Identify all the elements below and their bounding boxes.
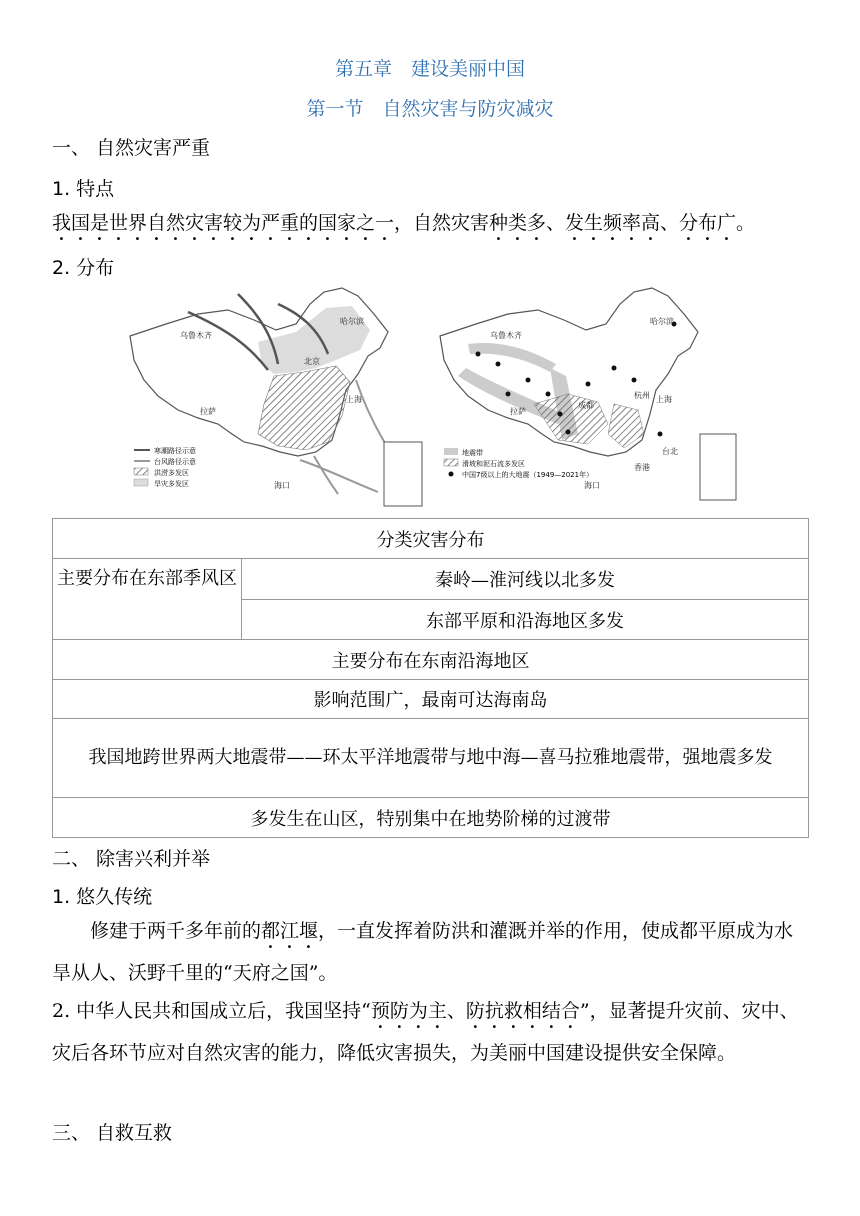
- heading-part1: 一、 自然灾害严重: [52, 137, 211, 159]
- disaster-maps: [128, 284, 748, 514]
- cell-east-monsoon: 主要分布在东部季风区: [53, 559, 242, 640]
- map-legend-right: [444, 448, 593, 479]
- table-row: [53, 680, 809, 719]
- subheading-distribution: 2. 分布: [52, 257, 115, 279]
- text-run: ”，显著提升灾前、灾中、灾后各环节应对自然灾害的能力，降低灾害损失，为美丽中国建设提供安全保障。: [52, 1000, 799, 1064]
- emphasis-prevention: 预防为主、防抗救相结合: [370, 1000, 580, 1022]
- city-label: 拉萨: [200, 407, 216, 416]
- chapter-title: 第五章 建设美丽中国: [334, 58, 525, 80]
- subheading-features: 1. 特点: [52, 178, 115, 200]
- table-cell: 多发生在山区，特别集中在地势阶梯的过渡带: [53, 798, 809, 838]
- emphasis-severe: 我国是世界自然灾害较为严重的国家之一: [52, 212, 395, 234]
- south-sea-inset: [700, 434, 736, 500]
- city-label: 台北: [662, 447, 678, 456]
- legend-typhoon: 台风路径示意: [154, 458, 196, 466]
- typhoon-path: [300, 460, 378, 492]
- paragraph-features: [52, 203, 808, 245]
- city-label: 哈尔滨: [650, 317, 674, 326]
- city-label: 北京: [304, 357, 320, 366]
- table-row: [53, 719, 809, 798]
- south-sea-inset: [384, 442, 422, 506]
- city-label: 海口: [274, 481, 290, 490]
- text-run: 。: [736, 212, 756, 234]
- map-legend-left: [134, 446, 196, 488]
- legend-cold-wave: 寒潮路径示意: [154, 447, 196, 455]
- table-cell: 东部平原和沿海地区多发: [242, 600, 809, 640]
- text-run: ，一直发挥着防洪和灌溉并举的作用，使成都平原成为水旱从人、沃野千里的“天府之国”。: [52, 920, 794, 984]
- city-label: 乌鲁木齐: [180, 331, 212, 340]
- table-cell: 我国地跨世界两大地震带——环太平洋地震带与地中海—喜马拉雅地震带，强地震多发: [53, 719, 809, 798]
- paragraph-dujiangyan: [52, 911, 808, 993]
- legend-quake-belt: 地震带: [462, 449, 483, 457]
- map-flood-drought: [130, 288, 422, 506]
- legend-landslide: 滑坡和泥石流多发区: [462, 460, 525, 468]
- legend-drought: 旱灾多发区: [154, 480, 189, 488]
- city-label: 拉萨: [510, 407, 526, 416]
- map-earthquake-landslide: [440, 288, 736, 500]
- city-label: 海口: [584, 481, 600, 490]
- section-title: 第一节 自然灾害与防灾减灾: [306, 98, 554, 120]
- table-row: [53, 519, 809, 559]
- distribution-table: [52, 518, 809, 838]
- city-label: 上海: [656, 395, 672, 404]
- city-label: 杭州: [634, 391, 650, 400]
- heading-part2: 二、 除害兴利并举: [52, 848, 211, 870]
- emphasis-dujiangyan: 都江堰: [261, 920, 319, 942]
- table-cell: 影响范围广，最南可达海南岛: [53, 680, 809, 719]
- table-row: [53, 559, 809, 600]
- table-cell: 主要分布在东南沿海地区: [53, 640, 809, 680]
- table-row: [53, 640, 809, 680]
- text-run: ，自然灾害: [394, 212, 490, 234]
- subheading-tradition: 1. 悠久传统: [52, 886, 153, 908]
- text-run: 修建于两千多年前的: [90, 920, 262, 942]
- paragraph-prevention: [52, 991, 808, 1073]
- city-label: 成都: [578, 401, 594, 410]
- emphasis-characteristics: 种类多、发生频率高、分布广: [489, 212, 737, 234]
- text-run: 2. 中华人民共和国成立后，我国坚持“: [52, 1000, 371, 1022]
- legend-big-quake: 中国7级以上的大地震（1949—2021年）: [462, 471, 594, 479]
- typhoon-path: [314, 456, 338, 494]
- city-label: 上海: [346, 395, 362, 404]
- heading-part3: 三、 自救互救: [52, 1122, 173, 1144]
- city-label: 乌鲁木齐: [490, 331, 522, 340]
- table-cell: 秦岭—淮河线以北多发: [242, 559, 809, 600]
- table-header: 分类灾害分布: [53, 519, 809, 559]
- legend-flood: 洪涝多发区: [154, 469, 189, 477]
- city-label: 哈尔滨: [340, 317, 364, 326]
- city-label: 香港: [634, 463, 650, 472]
- table-row: [53, 798, 809, 838]
